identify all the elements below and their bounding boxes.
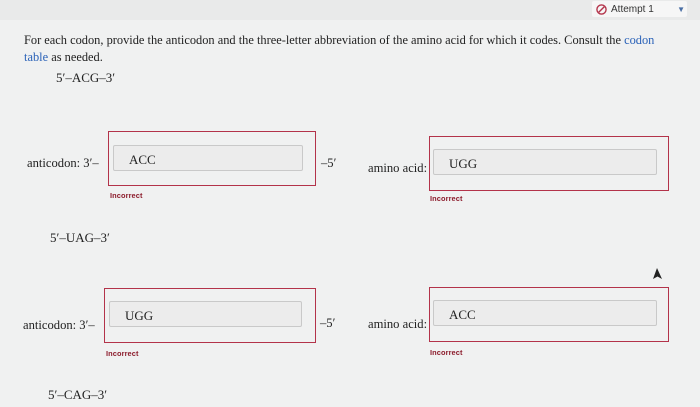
codon-2: 5′–UAG–3′ bbox=[50, 230, 110, 245]
codon-1: 5′–ACG–3′ bbox=[56, 70, 116, 85]
cancel-circle-icon bbox=[596, 4, 607, 15]
anticodon-suffix-2: –5′ bbox=[320, 316, 336, 330]
anticodon-prefix-1: anticodon: 3′– bbox=[27, 156, 99, 170]
amino-label-2: amino acid: bbox=[368, 317, 428, 331]
amino-label-1: amino acid: bbox=[368, 161, 428, 175]
amino-input-1[interactable] bbox=[433, 149, 657, 175]
codon-3: 5′–CAG–3′ bbox=[48, 387, 108, 402]
codon-table-link[interactable]: codon table bbox=[24, 33, 655, 64]
anticodon-input-2[interactable] bbox=[109, 301, 302, 327]
amino-feedback-1: Incorrect bbox=[430, 194, 463, 203]
anticodon-prefix-2: anticodon: 3′– bbox=[23, 318, 95, 332]
anticodon-input-1[interactable] bbox=[113, 145, 303, 171]
instructions-suffix: as needed. bbox=[51, 50, 103, 64]
attempt-label: Attempt 1 bbox=[611, 3, 654, 15]
anticodon-suffix-1: –5′ bbox=[321, 156, 337, 170]
instructions bbox=[24, 32, 664, 66]
anticodon-feedback-2: Incorrect bbox=[106, 349, 139, 358]
instructions-text: For each codon, provide the anticodon and the three-letter abbreviation of the amino acid for which it codes. Consult the bbox=[24, 33, 621, 47]
mouse-pointer-icon bbox=[651, 267, 663, 281]
attempt-dropdown[interactable] bbox=[592, 1, 687, 17]
amino-feedback-2: Incorrect bbox=[430, 348, 463, 357]
caret-down-icon: ▼ bbox=[677, 4, 685, 14]
anticodon-feedback-1: Incorrect bbox=[110, 191, 143, 200]
amino-input-2[interactable] bbox=[433, 300, 657, 326]
